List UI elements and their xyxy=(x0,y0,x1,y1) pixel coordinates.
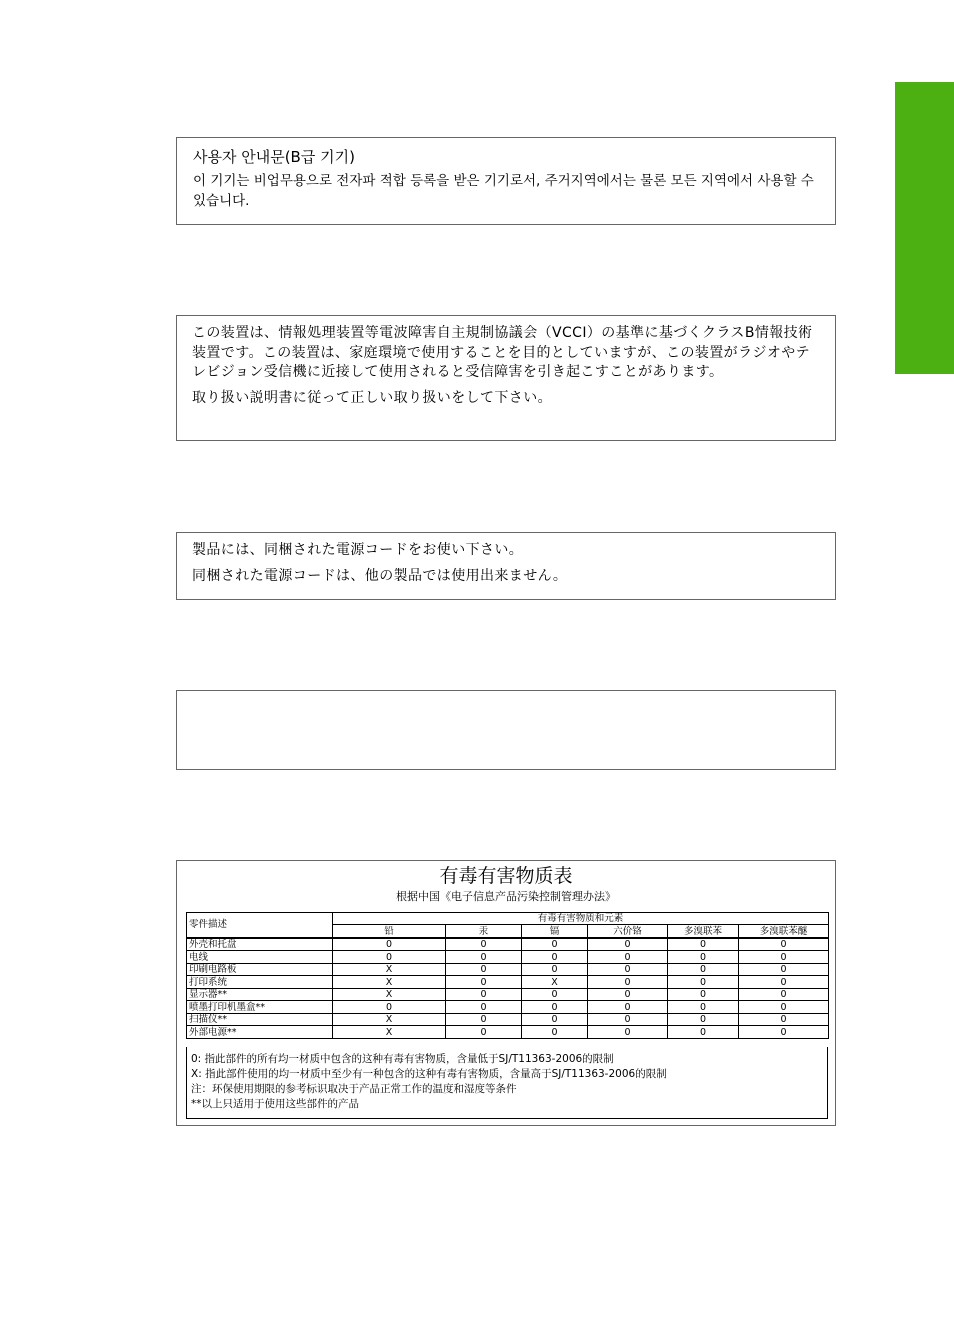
hazardous-substance-title: 有毒有害物质表 xyxy=(439,865,573,887)
table-cell: 0 xyxy=(446,1001,522,1014)
table-cell: 0 xyxy=(588,938,668,951)
table-note: 注：环保使用期限的参考标识取决于产品正常工作的温度和湿度等条件 xyxy=(191,1083,517,1095)
table-cell: X xyxy=(333,1013,446,1026)
table-cell: 0 xyxy=(739,976,829,989)
substance-header: 六价铬 xyxy=(588,925,668,938)
table-row xyxy=(187,1026,829,1039)
table-row xyxy=(187,976,829,989)
hazardous-substance-box xyxy=(176,860,836,1126)
table-cell: 0 xyxy=(446,976,522,989)
part-name: 打印系统 xyxy=(187,976,333,989)
table-note: 0: 指此部件的所有均一材质中包含的这种有毒有害物质，含量低于SJ/T11363-2006的限制 xyxy=(191,1053,614,1065)
table-cell: 0 xyxy=(668,988,739,1001)
table-notes xyxy=(186,1047,828,1119)
table-cell: X xyxy=(522,976,588,989)
table-cell: X xyxy=(333,963,446,976)
substance-header: 铅 xyxy=(333,925,446,938)
table-cell: 0 xyxy=(333,951,446,964)
hazardous-substance-subtitle: 根据中国《电子信息产品污染控制管理办法》 xyxy=(396,890,616,903)
part-name: 外部电源** xyxy=(187,1026,333,1039)
table-row xyxy=(187,938,829,951)
table-cell: 0 xyxy=(739,988,829,1001)
table-cell: 0 xyxy=(739,1001,829,1014)
table-cell: 0 xyxy=(522,988,588,1001)
substance-header: 多溴联苯 xyxy=(668,925,739,938)
power-cord-notice-line1: 製品には、同梱された電源コードをお使い下さい。 xyxy=(192,542,524,558)
hazardous-substance-table xyxy=(186,912,829,1039)
table-header-row xyxy=(187,913,829,925)
korean-notice-body: 이 기기는 비업무용으로 전자파 적합 등록을 받은 기기로서, 주거지역에서는 물론 모든 지역에서 사용할 수 있습니다. xyxy=(193,173,814,209)
table-row xyxy=(187,1001,829,1014)
substance-group-header: 有毒有害物质和元素 xyxy=(333,913,829,925)
vcci-notice-text: この装置は、情報処理装置等電波障害自主規制協議会（VCCI）の基準に基づくクラスB情報技術装置です。この装置は、家庭環境で使用することを目的としていますが、この装置がラジオやテレビジョン受信機に近接して使用されると受信障害を引き起こすことがあります。 xyxy=(192,325,813,380)
part-name: 印刷电路板 xyxy=(187,963,333,976)
table-cell: 0 xyxy=(668,1026,739,1039)
power-cord-notice-line2: 同梱された電源コードは、他の製品では使用出来ません。 xyxy=(192,567,568,584)
table-cell: 0 xyxy=(588,963,668,976)
table-cell: 0 xyxy=(333,938,446,951)
table-cell: 0 xyxy=(668,951,739,964)
table-cell: 0 xyxy=(668,1013,739,1026)
table-cell: 0 xyxy=(668,963,739,976)
table-row xyxy=(187,951,829,964)
korean-notice-title: 사용자 안내문(B급 기기) xyxy=(193,148,355,166)
table-cell: X xyxy=(333,988,446,1001)
part-name: 喷墨打印机墨盒** xyxy=(187,1001,333,1014)
table-cell: 0 xyxy=(739,963,829,976)
table-cell: 0 xyxy=(588,1013,668,1026)
table-cell: 0 xyxy=(522,1001,588,1014)
table-cell: 0 xyxy=(446,988,522,1001)
table-cell: 0 xyxy=(588,1001,668,1014)
part-name: 外壳和托盘 xyxy=(187,938,333,951)
table-cell: 0 xyxy=(446,1026,522,1039)
table-cell: 0 xyxy=(522,951,588,964)
table-cell: 0 xyxy=(739,1013,829,1026)
table-cell: 0 xyxy=(668,1001,739,1014)
table-cell: 0 xyxy=(588,1026,668,1039)
chapter-side-tab xyxy=(895,82,954,374)
table-cell: 0 xyxy=(333,1001,446,1014)
table-cell: 0 xyxy=(446,1013,522,1026)
part-name: 电线 xyxy=(187,951,333,964)
part-name: 扫描仪** xyxy=(187,1013,333,1026)
substance-header: 镉 xyxy=(522,925,588,938)
power-cord-notice-box xyxy=(176,532,836,600)
table-cell: 0 xyxy=(588,976,668,989)
table-cell: 0 xyxy=(668,938,739,951)
table-cell: 0 xyxy=(446,938,522,951)
table-cell: 0 xyxy=(522,963,588,976)
table-cell: 0 xyxy=(739,938,829,951)
table-cell: 0 xyxy=(446,951,522,964)
table-cell: X xyxy=(333,1026,446,1039)
table-cell: 0 xyxy=(668,976,739,989)
table-row xyxy=(187,963,829,976)
table-note: X: 指此部件使用的均一材质中至少有一种包含的这种有毒有害物质，含量高于SJ/T11363-2006的限制 xyxy=(191,1068,667,1080)
table-cell: 0 xyxy=(522,1026,588,1039)
part-name: 显示器** xyxy=(187,988,333,1001)
table-cell: 0 xyxy=(522,938,588,951)
table-cell: X xyxy=(333,976,446,989)
table-cell: 0 xyxy=(446,963,522,976)
table-row xyxy=(187,1013,829,1026)
korean-notice-box xyxy=(176,137,836,225)
vcci-notice-instruction: 取り扱い説明書に従って正しい取り扱いをして下さい。 xyxy=(192,389,552,406)
vcci-notice-box xyxy=(176,315,836,441)
empty-notice-box xyxy=(176,690,836,770)
table-cell: 0 xyxy=(522,1013,588,1026)
table-cell: 0 xyxy=(588,951,668,964)
table-note: **以上只适用于使用这些部件的产品 xyxy=(191,1098,359,1110)
table-cell: 0 xyxy=(588,988,668,1001)
table-row xyxy=(187,988,829,1001)
substance-header: 汞 xyxy=(446,925,522,938)
substance-header: 多溴联苯醚 xyxy=(739,925,829,938)
table-cell: 0 xyxy=(739,1026,829,1039)
table-cell: 0 xyxy=(739,951,829,964)
part-description-header: 零件描述 xyxy=(187,913,333,938)
